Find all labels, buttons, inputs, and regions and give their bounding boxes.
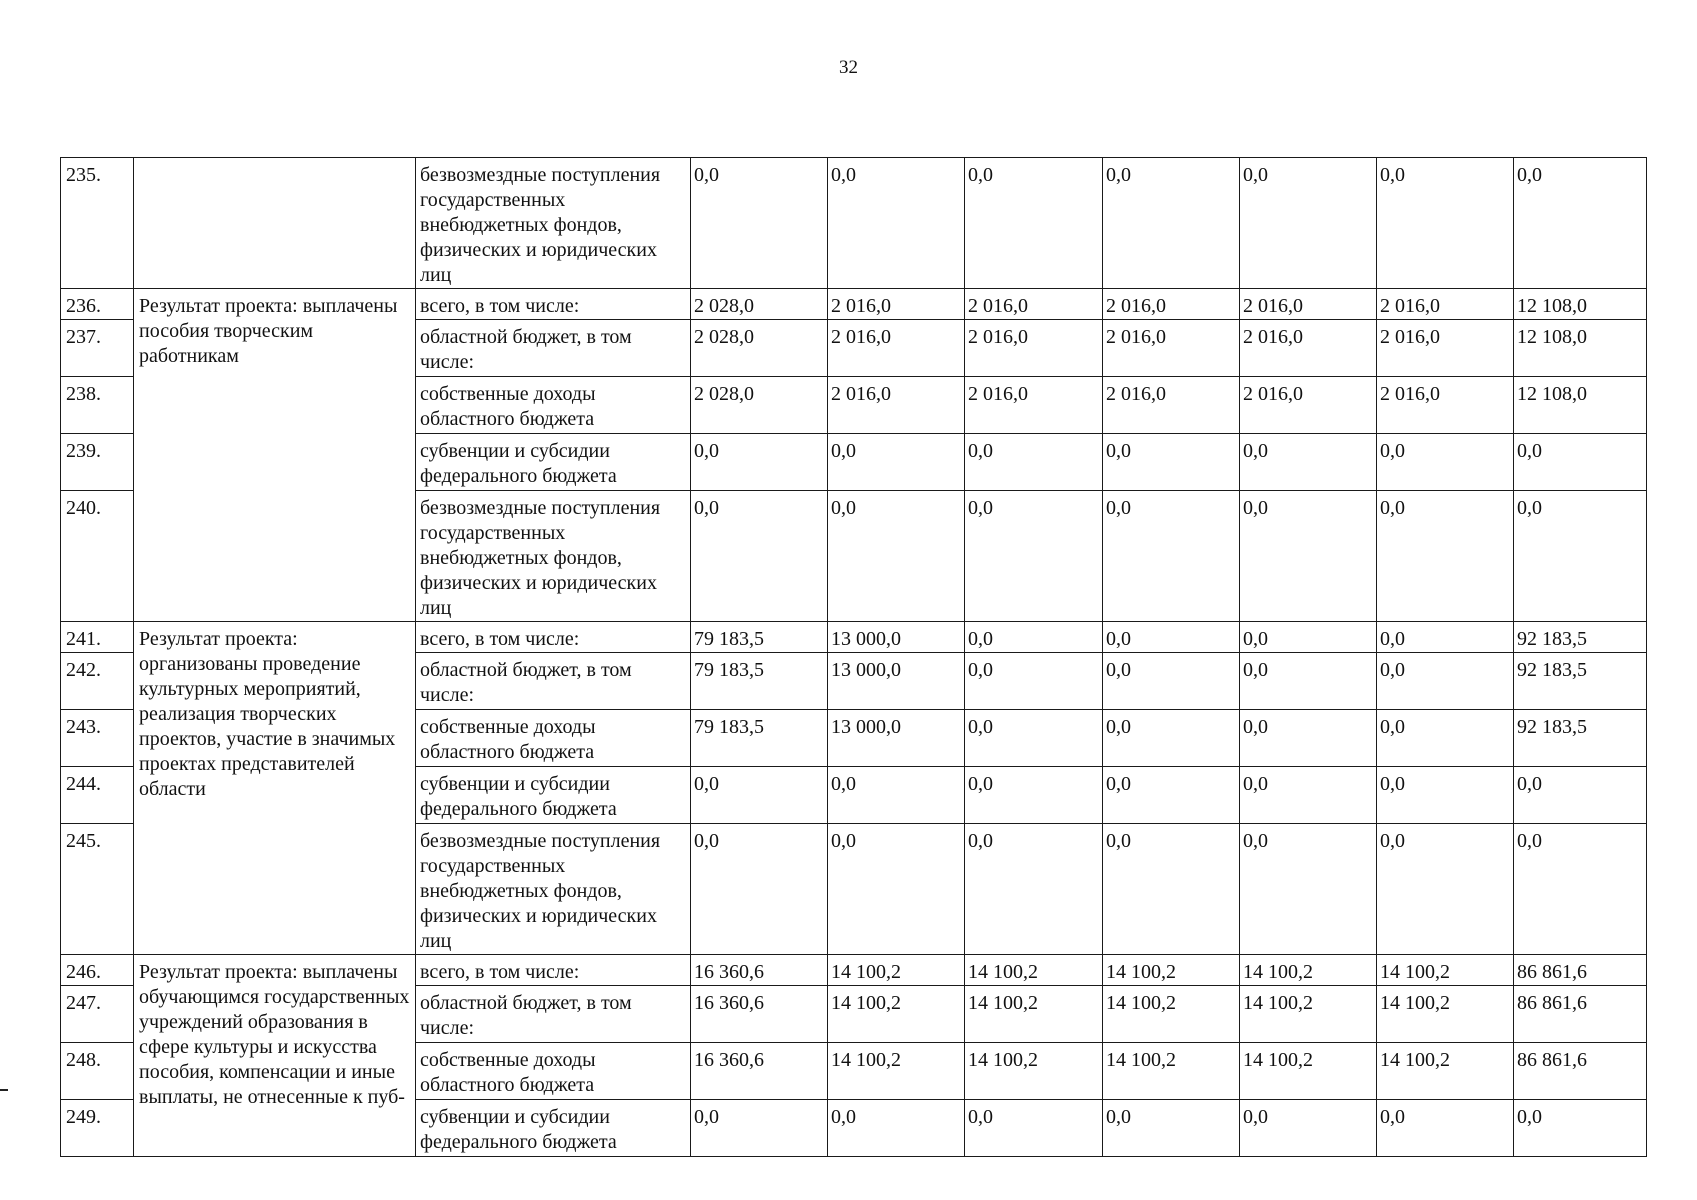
- value-cell: 0,0: [691, 158, 828, 289]
- row-number: 243.: [61, 710, 134, 767]
- value-cell: 14 100,2: [1103, 1043, 1240, 1100]
- value-cell: 0,0: [1240, 824, 1377, 955]
- funding-source: собственные доходы областного бюджета: [416, 377, 691, 434]
- value-cell: 2 016,0: [965, 320, 1103, 377]
- value-cell: 2 016,0: [1103, 377, 1240, 434]
- value-cell: 0,0: [1514, 434, 1647, 491]
- value-cell: 0,0: [1103, 491, 1240, 622]
- value-cell: 79 183,5: [691, 653, 828, 710]
- value-cell: 2 016,0: [1103, 320, 1240, 377]
- funding-source: собственные доходы областного бюджета: [416, 1043, 691, 1100]
- value-cell: 14 100,2: [1103, 955, 1240, 986]
- value-cell: 16 360,6: [691, 955, 828, 986]
- row-number: 242.: [61, 653, 134, 710]
- value-cell: 0,0: [1103, 622, 1240, 653]
- value-cell: 2 016,0: [828, 377, 965, 434]
- value-cell: 2 016,0: [1103, 289, 1240, 320]
- value-cell: 0,0: [965, 653, 1103, 710]
- funding-source: всего, в том числе:: [416, 289, 691, 320]
- value-cell: 0,0: [1240, 622, 1377, 653]
- value-cell: 0,0: [1377, 622, 1514, 653]
- row-number: 246.: [61, 955, 134, 986]
- funding-source: собственные доходы областного бюджета: [416, 710, 691, 767]
- row-number: 239.: [61, 434, 134, 491]
- value-cell: 0,0: [828, 824, 965, 955]
- value-cell: 0,0: [1240, 710, 1377, 767]
- value-cell: 14 100,2: [828, 955, 965, 986]
- funding-source: областной бюджет, в том числе:: [416, 653, 691, 710]
- value-cell: 0,0: [965, 491, 1103, 622]
- value-cell: 0,0: [1103, 824, 1240, 955]
- value-cell: 12 108,0: [1514, 320, 1647, 377]
- value-cell: 0,0: [828, 767, 965, 824]
- value-cell: 0,0: [1377, 1100, 1514, 1157]
- value-cell: 14 100,2: [965, 1043, 1103, 1100]
- value-cell: 0,0: [828, 434, 965, 491]
- value-cell: 0,0: [691, 824, 828, 955]
- funding-source: безвозмездные поступления государственных внебюджетных фондов, физических и юридических лиц: [416, 158, 691, 289]
- value-cell: 0,0: [828, 158, 965, 289]
- value-cell: 0,0: [965, 824, 1103, 955]
- value-cell: 0,0: [1103, 767, 1240, 824]
- funding-source: субвенции и субсидии федерального бюджета: [416, 1100, 691, 1157]
- funding-source: субвенции и субсидии федерального бюджета: [416, 767, 691, 824]
- funding-source: всего, в том числе:: [416, 955, 691, 986]
- funding-source: областной бюджет, в том числе:: [416, 320, 691, 377]
- value-cell: 0,0: [1514, 491, 1647, 622]
- row-number: 238.: [61, 377, 134, 434]
- value-cell: 0,0: [1514, 767, 1647, 824]
- value-cell: 2 016,0: [828, 289, 965, 320]
- row-number: 248.: [61, 1043, 134, 1100]
- value-cell: 0,0: [1103, 434, 1240, 491]
- value-cell: 2 016,0: [1240, 320, 1377, 377]
- value-cell: 13 000,0: [828, 653, 965, 710]
- table-row: [61, 622, 1647, 653]
- table-row: [61, 289, 1647, 320]
- value-cell: 0,0: [828, 491, 965, 622]
- value-cell: 0,0: [965, 434, 1103, 491]
- value-cell: 0,0: [691, 434, 828, 491]
- value-cell: 14 100,2: [1377, 1043, 1514, 1100]
- value-cell: 14 100,2: [1240, 986, 1377, 1043]
- value-cell: 2 016,0: [828, 320, 965, 377]
- value-cell: 14 100,2: [1240, 955, 1377, 986]
- value-cell: 0,0: [1377, 767, 1514, 824]
- value-cell: 14 100,2: [965, 986, 1103, 1043]
- value-cell: 13 000,0: [828, 710, 965, 767]
- value-cell: 0,0: [1103, 653, 1240, 710]
- value-cell: 0,0: [1240, 1100, 1377, 1157]
- row-number: 247.: [61, 986, 134, 1043]
- value-cell: 0,0: [691, 1100, 828, 1157]
- value-cell: 79 183,5: [691, 710, 828, 767]
- value-cell: 2 016,0: [1377, 377, 1514, 434]
- value-cell: 0,0: [1377, 158, 1514, 289]
- value-cell: 92 183,5: [1514, 653, 1647, 710]
- row-number: 244.: [61, 767, 134, 824]
- value-cell: 14 100,2: [828, 1043, 965, 1100]
- value-cell: 0,0: [691, 491, 828, 622]
- value-cell: 2 016,0: [1377, 289, 1514, 320]
- result-name: Результат проекта: выплачены пособия творческим работникам: [134, 289, 416, 622]
- value-cell: 16 360,6: [691, 1043, 828, 1100]
- funding-source: всего, в том числе:: [416, 622, 691, 653]
- value-cell: 0,0: [691, 767, 828, 824]
- row-number: 249.: [61, 1100, 134, 1157]
- value-cell: 0,0: [1377, 653, 1514, 710]
- value-cell: 2 028,0: [691, 377, 828, 434]
- value-cell: 86 861,6: [1514, 955, 1647, 986]
- value-cell: 16 360,6: [691, 986, 828, 1043]
- value-cell: 86 861,6: [1514, 1043, 1647, 1100]
- value-cell: 0,0: [1377, 491, 1514, 622]
- funding-source: субвенции и субсидии федерального бюджета: [416, 434, 691, 491]
- value-cell: 92 183,5: [1514, 710, 1647, 767]
- funding-source: безвозмездные поступления государственных внебюджетных фондов, физических и юридических лиц: [416, 491, 691, 622]
- value-cell: 0,0: [965, 158, 1103, 289]
- value-cell: 0,0: [1103, 710, 1240, 767]
- value-cell: 0,0: [1240, 491, 1377, 622]
- value-cell: 0,0: [1103, 158, 1240, 289]
- value-cell: 0,0: [1377, 434, 1514, 491]
- value-cell: 0,0: [965, 622, 1103, 653]
- value-cell: 92 183,5: [1514, 622, 1647, 653]
- value-cell: 2 028,0: [691, 289, 828, 320]
- funding-source: областной бюджет, в том числе:: [416, 986, 691, 1043]
- budget-table: [60, 157, 1647, 1157]
- value-cell: 0,0: [1240, 653, 1377, 710]
- value-cell: 2 016,0: [965, 289, 1103, 320]
- row-number: 236.: [61, 289, 134, 320]
- row-number: 245.: [61, 824, 134, 955]
- table-row: [61, 158, 1647, 289]
- result-name: Результат проекта: организованы проведение культурных мероприятий, реализация творческих проектов, участие в значимых проектах представителей области: [134, 622, 416, 955]
- value-cell: 2 016,0: [965, 377, 1103, 434]
- value-cell: 0,0: [1377, 710, 1514, 767]
- value-cell: 0,0: [1103, 1100, 1240, 1157]
- value-cell: 0,0: [1240, 158, 1377, 289]
- value-cell: 0,0: [965, 710, 1103, 767]
- funding-source: безвозмездные поступления государственных внебюджетных фондов, физических и юридических лиц: [416, 824, 691, 955]
- value-cell: 14 100,2: [1240, 1043, 1377, 1100]
- value-cell: 0,0: [1514, 158, 1647, 289]
- value-cell: 0,0: [1377, 824, 1514, 955]
- row-number: 235.: [61, 158, 134, 289]
- value-cell: 0,0: [1514, 824, 1647, 955]
- value-cell: 14 100,2: [965, 955, 1103, 986]
- value-cell: 0,0: [965, 1100, 1103, 1157]
- value-cell: 2 028,0: [691, 320, 828, 377]
- value-cell: 0,0: [1240, 767, 1377, 824]
- value-cell: 0,0: [965, 767, 1103, 824]
- value-cell: 12 108,0: [1514, 289, 1647, 320]
- result-name: Результат проекта: выплачены обучающимся государственных учреждений образования в сфере культуры и искусства пособия, компенсации и иные выплаты, не отнесенные к пуб-: [134, 955, 416, 1157]
- row-number: 240.: [61, 491, 134, 622]
- value-cell: 0,0: [828, 1100, 965, 1157]
- table-row: [61, 955, 1647, 986]
- row-number: 237.: [61, 320, 134, 377]
- value-cell: 2 016,0: [1240, 289, 1377, 320]
- value-cell: 2 016,0: [1240, 377, 1377, 434]
- result-name: [134, 158, 416, 289]
- value-cell: 2 016,0: [1377, 320, 1514, 377]
- value-cell: 13 000,0: [828, 622, 965, 653]
- margin-mark: [0, 1089, 8, 1091]
- value-cell: 14 100,2: [1377, 955, 1514, 986]
- value-cell: 0,0: [1514, 1100, 1647, 1157]
- page-number: 32: [839, 57, 858, 78]
- value-cell: 0,0: [1240, 434, 1377, 491]
- table-body: [61, 158, 1647, 1157]
- value-cell: 14 100,2: [828, 986, 965, 1043]
- value-cell: 86 861,6: [1514, 986, 1647, 1043]
- value-cell: 79 183,5: [691, 622, 828, 653]
- row-number: 241.: [61, 622, 134, 653]
- value-cell: 14 100,2: [1377, 986, 1514, 1043]
- value-cell: 12 108,0: [1514, 377, 1647, 434]
- value-cell: 14 100,2: [1103, 986, 1240, 1043]
